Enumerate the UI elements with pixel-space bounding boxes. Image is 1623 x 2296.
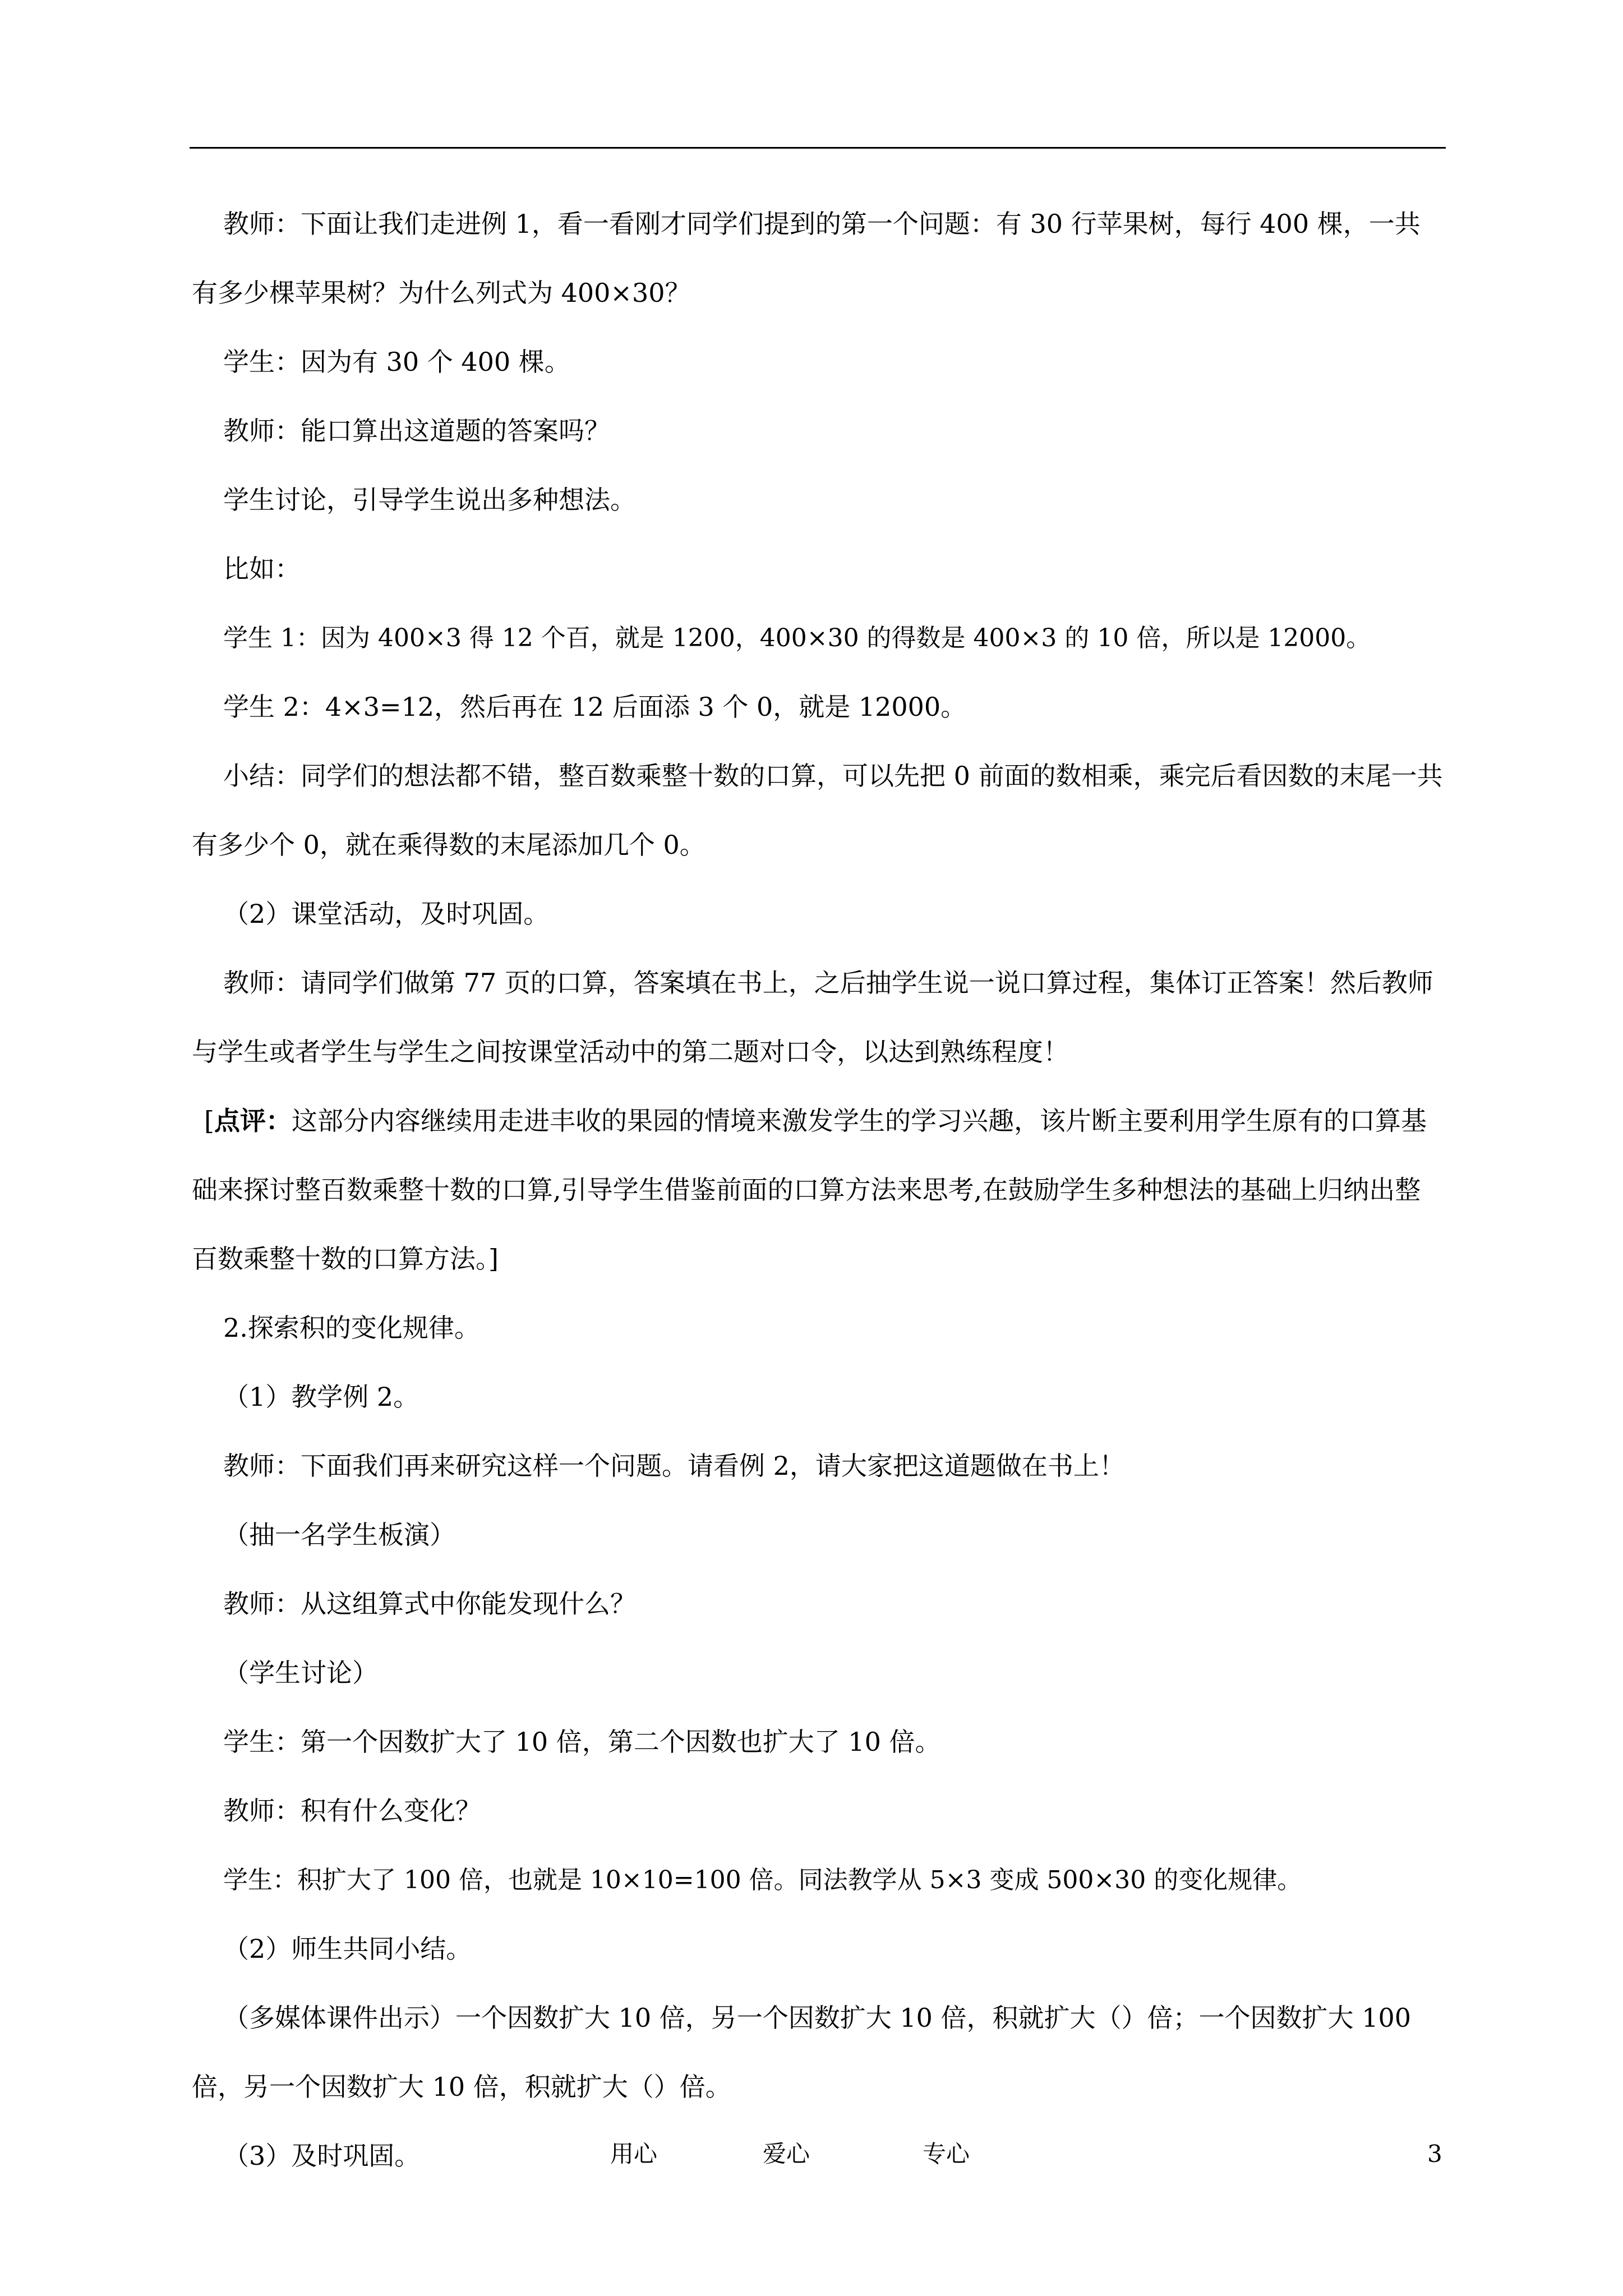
paragraph: 学生 2：4×3=12，然后再在 12 后面添 3 个 0，就是 12000。 (223, 692, 967, 722)
header-rule (190, 147, 1446, 149)
page-number: 3 (1427, 2140, 1442, 2168)
paragraph: （2）课堂活动，及时巩固。 (223, 899, 550, 929)
paragraph: 教师：能口算出这道题的答案吗？ (223, 416, 610, 446)
paragraph: （多媒体课件出示）一个因数扩大 10 倍，另一个因数扩大 10 倍，积就扩大（）倍；一个因数扩大 100 倍，另一个因数扩大 10 倍，积就扩大（）倍。 (192, 2003, 1411, 2102)
paragraph: 教师：请同学们做第 77 页的口算，答案填在书上，之后抽学生说一说口算过程，集体订正答案！然后教师与学生或者学生与学生之间按课堂活动中的第二题对口令，以达到熟练程度！ (192, 968, 1433, 1067)
page-footer (0, 2137, 1623, 2171)
paragraph: 小结：同学们的想法都不错，整百数乘整十数的口算，可以先把 0 前面的数相乘，乘完后看因数的末尾一共有多少个 0，就在乘得数的末尾添加几个 0。 (192, 761, 1443, 860)
footer-motto-2: 爱心 (763, 2140, 810, 2168)
paragraph: 教师：下面我们再来研究这样一个问题。请看例 2，请大家把这道题做在书上！ (223, 1451, 1125, 1481)
comment-label: 点评： (214, 1106, 292, 1136)
paragraph: 学生讨论，引导学生说出多种想法。 (223, 485, 636, 515)
comment-open-bracket: [ (204, 1106, 214, 1136)
paragraph: （2）师生共同小结。 (223, 1934, 472, 1964)
section-heading: 2.探索积的变化规律。 (223, 1313, 480, 1343)
comment-paragraph (192, 1087, 1446, 1294)
paragraph: （学生讨论） (223, 1658, 378, 1688)
paragraph: 比如： (223, 554, 301, 584)
comment-text: 这部分内容继续用走进丰收的果园的情境来激发学生的学习兴趣，该片断主要利用学生原有的口算基础来探讨整百数乘整十数的口算,引导学生借鉴前面的口算方法来思考,在鼓励学生多种想法的基础上归纳出整百数乘整十数的口算方法。] (192, 1106, 1427, 1274)
paragraph: （1）教学例 2。 (223, 1382, 419, 1412)
page-content (192, 190, 1446, 2191)
footer-motto-3: 专心 (923, 2140, 970, 2168)
paragraph: 学生：第一个因数扩大了 10 倍，第二个因数也扩大了 10 倍。 (223, 1727, 941, 1757)
paragraph: 学生：因为有 30 个 400 棵。 (223, 347, 570, 377)
footer-motto-1: 用心 (610, 2140, 658, 2168)
paragraph: （3）及时巩固。 (223, 2141, 421, 2171)
paragraph: 教师：积有什么变化？ (223, 1796, 481, 1826)
paragraph: 教师：下面让我们走进例 1，看一看刚才同学们提到的第一个问题：有 30 行苹果树，每行 400 棵，一共有多少棵苹果树？为什么列式为 400×30？ (192, 209, 1421, 308)
paragraph: 教师：从这组算式中你能发现什么？ (223, 1589, 636, 1619)
paragraph: （抽一名学生板演） (223, 1520, 455, 1550)
paragraph: 学生：积扩大了 100 倍，也就是 10×10=100 倍。同法教学从 5×3 变成 500×30 的变化规律。 (223, 1866, 1302, 1894)
paragraph: 学生 1：因为 400×3 得 12 个百，就是 1200，400×30 的得数是 400×3 的 10 倍，所以是 12000。 (223, 624, 1371, 652)
